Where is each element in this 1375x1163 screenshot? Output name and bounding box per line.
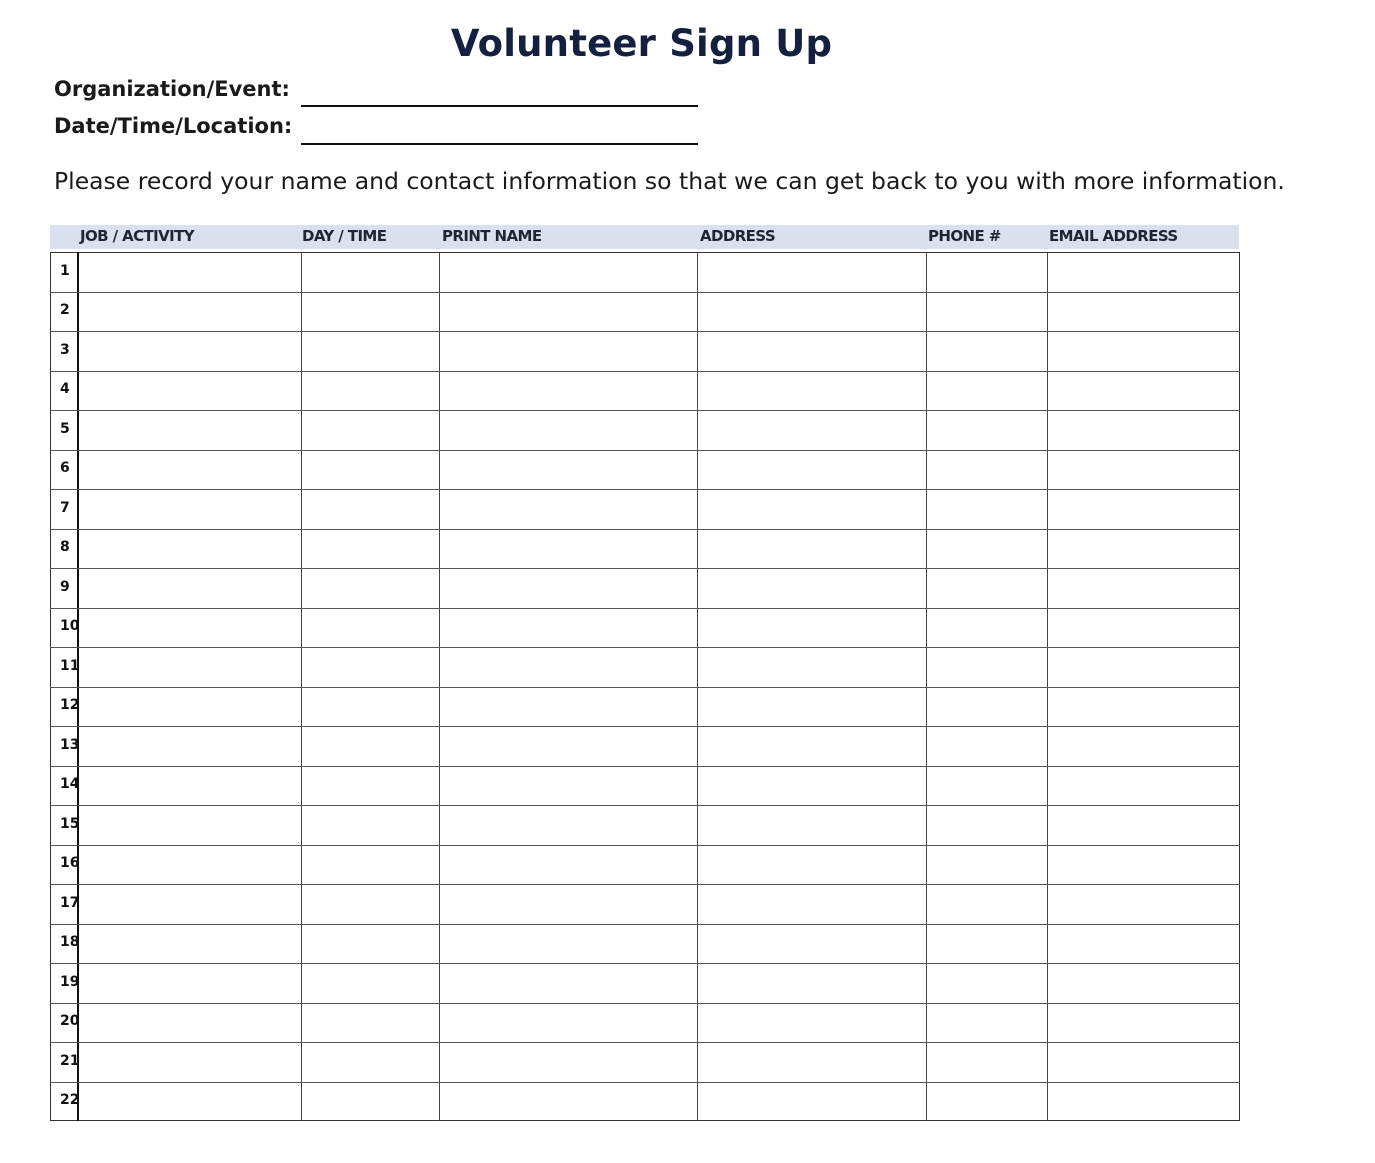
- cell-address[interactable]: [699, 490, 924, 528]
- cell-job-activity[interactable]: [79, 688, 299, 726]
- cell-day-time[interactable]: [303, 530, 437, 568]
- row-number: 19: [60, 974, 80, 990]
- row-number: 12: [60, 697, 80, 713]
- row-number: 9: [60, 579, 70, 595]
- cell-day-time[interactable]: [303, 964, 437, 1002]
- cell-print-name[interactable]: [441, 530, 695, 568]
- cell-phone[interactable]: [928, 1083, 1045, 1121]
- row-number: 22: [60, 1092, 80, 1108]
- cell-email-address[interactable]: [1049, 688, 1238, 726]
- row-number: 13: [60, 737, 80, 753]
- cell-day-time[interactable]: [303, 451, 437, 489]
- cell-phone[interactable]: [928, 490, 1045, 528]
- cell-address[interactable]: [699, 1083, 924, 1121]
- organization-label: Organization/Event:: [54, 77, 290, 101]
- cell-job-activity[interactable]: [79, 1083, 299, 1121]
- col-header-address: ADDRESS: [700, 227, 776, 245]
- row-number: 7: [60, 500, 70, 516]
- datetime-location-label: Date/Time/Location:: [54, 114, 293, 138]
- cell-print-name[interactable]: [441, 925, 695, 963]
- cell-day-time[interactable]: [303, 885, 437, 923]
- cell-phone[interactable]: [928, 727, 1045, 765]
- cell-job-activity[interactable]: [79, 964, 299, 1002]
- cell-address[interactable]: [699, 372, 924, 410]
- row-number: 21: [60, 1053, 80, 1069]
- cell-address[interactable]: [699, 964, 924, 1002]
- cell-phone[interactable]: [928, 1004, 1045, 1042]
- row-number: 18: [60, 934, 80, 950]
- col-header-email-address: EMAIL ADDRESS: [1049, 227, 1178, 245]
- cell-job-activity[interactable]: [79, 767, 299, 805]
- cell-day-time[interactable]: [303, 806, 437, 844]
- cell-address[interactable]: [699, 253, 924, 291]
- row-number: 11: [60, 658, 80, 674]
- cell-print-name[interactable]: [441, 332, 695, 370]
- cell-address[interactable]: [699, 1004, 924, 1042]
- cell-job-activity[interactable]: [79, 490, 299, 528]
- cell-phone[interactable]: [928, 609, 1045, 647]
- cell-job-activity[interactable]: [79, 609, 299, 647]
- cell-print-name[interactable]: [441, 964, 695, 1002]
- cell-print-name[interactable]: [441, 885, 695, 923]
- row-number: 8: [60, 539, 70, 555]
- cell-print-name[interactable]: [441, 411, 695, 449]
- cell-phone[interactable]: [928, 411, 1045, 449]
- row-number: 5: [60, 421, 70, 437]
- row-number: 2: [60, 302, 70, 318]
- cell-job-activity[interactable]: [79, 411, 299, 449]
- cell-print-name[interactable]: [441, 648, 695, 686]
- cell-address[interactable]: [699, 885, 924, 923]
- cell-day-time[interactable]: [303, 490, 437, 528]
- cell-print-name[interactable]: [441, 1004, 695, 1042]
- cell-job-activity[interactable]: [79, 569, 299, 607]
- cell-phone[interactable]: [928, 648, 1045, 686]
- cell-phone[interactable]: [928, 530, 1045, 568]
- cell-address[interactable]: [699, 806, 924, 844]
- row-number: 10: [60, 618, 80, 634]
- cell-address[interactable]: [699, 569, 924, 607]
- cell-print-name[interactable]: [441, 846, 695, 884]
- cell-day-time[interactable]: [303, 253, 437, 291]
- cell-job-activity[interactable]: [79, 451, 299, 489]
- cell-day-time[interactable]: [303, 727, 437, 765]
- cell-day-time[interactable]: [303, 1043, 437, 1081]
- cell-phone[interactable]: [928, 767, 1045, 805]
- cell-phone[interactable]: [928, 332, 1045, 370]
- cell-address[interactable]: [699, 846, 924, 884]
- cell-email-address[interactable]: [1049, 372, 1238, 410]
- cell-print-name[interactable]: [441, 253, 695, 291]
- row-number: 6: [60, 460, 70, 476]
- cell-email-address[interactable]: [1049, 727, 1238, 765]
- cell-day-time[interactable]: [303, 569, 437, 607]
- datetime-location-field[interactable]: [301, 143, 698, 145]
- cell-job-activity[interactable]: [79, 846, 299, 884]
- cell-address[interactable]: [699, 767, 924, 805]
- col-header-print-name: PRINT NAME: [442, 227, 542, 245]
- cell-job-activity[interactable]: [79, 372, 299, 410]
- cell-job-activity[interactable]: [79, 253, 299, 291]
- cell-email-address[interactable]: [1049, 332, 1238, 370]
- cell-day-time[interactable]: [303, 1004, 437, 1042]
- cell-job-activity[interactable]: [79, 1043, 299, 1081]
- cell-address[interactable]: [699, 727, 924, 765]
- cell-day-time[interactable]: [303, 688, 437, 726]
- cell-address[interactable]: [699, 688, 924, 726]
- cell-job-activity[interactable]: [79, 293, 299, 331]
- cell-email-address[interactable]: [1049, 569, 1238, 607]
- col-header-job-activity: JOB / ACTIVITY: [80, 227, 195, 245]
- cell-email-address[interactable]: [1049, 451, 1238, 489]
- cell-phone[interactable]: [928, 451, 1045, 489]
- cell-day-time[interactable]: [303, 648, 437, 686]
- cell-print-name[interactable]: [441, 451, 695, 489]
- cell-job-activity[interactable]: [79, 332, 299, 370]
- cell-email-address[interactable]: [1049, 925, 1238, 963]
- cell-day-time[interactable]: [303, 925, 437, 963]
- cell-email-address[interactable]: [1049, 530, 1238, 568]
- cell-address[interactable]: [699, 1043, 924, 1081]
- cell-address[interactable]: [699, 609, 924, 647]
- cell-email-address[interactable]: [1049, 490, 1238, 528]
- cell-email-address[interactable]: [1049, 1043, 1238, 1081]
- cell-job-activity[interactable]: [79, 806, 299, 844]
- cell-job-activity[interactable]: [79, 648, 299, 686]
- cell-print-name[interactable]: [441, 490, 695, 528]
- cell-email-address[interactable]: [1049, 648, 1238, 686]
- row-number: 15: [60, 816, 80, 832]
- cell-job-activity[interactable]: [79, 885, 299, 923]
- cell-job-activity[interactable]: [79, 727, 299, 765]
- cell-job-activity[interactable]: [79, 530, 299, 568]
- cell-address[interactable]: [699, 925, 924, 963]
- row-number: 1: [60, 263, 70, 279]
- cell-email-address[interactable]: [1049, 609, 1238, 647]
- cell-job-activity[interactable]: [79, 1004, 299, 1042]
- cell-print-name[interactable]: [441, 609, 695, 647]
- cell-address[interactable]: [699, 530, 924, 568]
- cell-phone[interactable]: [928, 925, 1045, 963]
- cell-address[interactable]: [699, 293, 924, 331]
- row-number: 4: [60, 381, 70, 397]
- cell-day-time[interactable]: [303, 372, 437, 410]
- cell-day-time[interactable]: [303, 293, 437, 331]
- cell-email-address[interactable]: [1049, 411, 1238, 449]
- cell-day-time[interactable]: [303, 846, 437, 884]
- cell-day-time[interactable]: [303, 1083, 437, 1121]
- row-number: 20: [60, 1013, 80, 1029]
- row-number: 16: [60, 855, 80, 871]
- cell-email-address[interactable]: [1049, 806, 1238, 844]
- cell-day-time[interactable]: [303, 411, 437, 449]
- cell-print-name[interactable]: [441, 806, 695, 844]
- cell-email-address[interactable]: [1049, 1083, 1238, 1121]
- cell-phone[interactable]: [928, 846, 1045, 884]
- cell-print-name[interactable]: [441, 293, 695, 331]
- cell-job-activity[interactable]: [79, 925, 299, 963]
- cell-print-name[interactable]: [441, 372, 695, 410]
- instructions-text: Please record your name and contact information so that we can get back to you with more information.: [54, 167, 1285, 195]
- cell-address[interactable]: [699, 332, 924, 370]
- cell-email-address[interactable]: [1049, 767, 1238, 805]
- row-number: 3: [60, 342, 70, 358]
- cell-day-time[interactable]: [303, 767, 437, 805]
- cell-phone[interactable]: [928, 1043, 1045, 1081]
- organization-field[interactable]: [301, 105, 698, 107]
- cell-phone[interactable]: [928, 569, 1045, 607]
- cell-day-time[interactable]: [303, 609, 437, 647]
- cell-email-address[interactable]: [1049, 846, 1238, 884]
- cell-print-name[interactable]: [441, 727, 695, 765]
- row-number: 17: [60, 895, 80, 911]
- cell-address[interactable]: [699, 451, 924, 489]
- cell-phone[interactable]: [928, 293, 1045, 331]
- cell-print-name[interactable]: [441, 1043, 695, 1081]
- cell-phone[interactable]: [928, 964, 1045, 1002]
- cell-address[interactable]: [699, 411, 924, 449]
- cell-day-time[interactable]: [303, 332, 437, 370]
- cell-phone[interactable]: [928, 372, 1045, 410]
- row-number: 14: [60, 776, 80, 792]
- cell-print-name[interactable]: [441, 569, 695, 607]
- cell-email-address[interactable]: [1049, 964, 1238, 1002]
- cell-email-address[interactable]: [1049, 293, 1238, 331]
- page-title: Volunteer Sign Up: [450, 22, 833, 65]
- cell-print-name[interactable]: [441, 1083, 695, 1121]
- col-header-phone: PHONE #: [928, 227, 1001, 245]
- cell-address[interactable]: [699, 648, 924, 686]
- cell-email-address[interactable]: [1049, 253, 1238, 291]
- cell-phone[interactable]: [928, 253, 1045, 291]
- cell-phone[interactable]: [928, 806, 1045, 844]
- cell-print-name[interactable]: [441, 688, 695, 726]
- col-header-day-time: DAY / TIME: [302, 227, 387, 245]
- cell-email-address[interactable]: [1049, 1004, 1238, 1042]
- cell-phone[interactable]: [928, 688, 1045, 726]
- cell-email-address[interactable]: [1049, 885, 1238, 923]
- cell-print-name[interactable]: [441, 767, 695, 805]
- cell-phone[interactable]: [928, 885, 1045, 923]
